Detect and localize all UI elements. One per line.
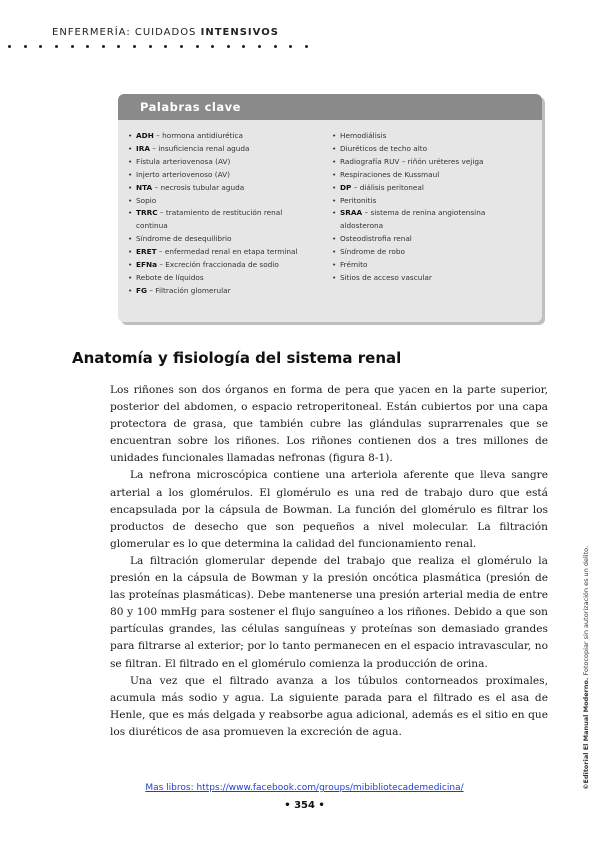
keyword-term: DP [340,182,352,192]
keyword-item [332,156,536,169]
running-head-strong: INTENSIVOS [200,27,279,38]
keyword-description: – insuficiencia renal aguda [149,143,250,153]
keyword-item [128,272,328,285]
keyword-description: – sistema de renina angiotensina [362,208,486,218]
keyword-item [128,130,328,143]
keyword-item [128,169,328,182]
keyword-description: Peritonitis [340,195,377,205]
paragraph-3: La filtración glomerular depende del trabajo que realiza el glomérulo la presión en la cápsula de Bowman y la presión oncótica plasmática (presión de las proteínas plasmáticas). Debe mantenerse una presión arterial media de entre 80 y 100 mmHg para sostener el flujo sanguíneo a los riñones. Debido a que son partículas grandes, las células sanguíneas y proteínas son demasiado grandes para filtrarse al exterior; por lo tanto permanecen en el espacio intravascular, no se filtran. El filtrado en el glomérulo comienza la producción de orina. [110,554,548,670]
keyword-item [128,259,328,272]
keyword-description: – hormona antidiurética [153,131,244,140]
keyword-description: Sopio [136,195,157,205]
keyword-item [128,182,328,195]
keyword-term: ADH [136,131,154,140]
keyword-description: Diuréticos de techo alto [340,143,428,153]
keyword-item [128,207,328,220]
keywords-right-column [332,130,536,285]
keyword-item [128,220,328,233]
keyword-item [332,272,536,285]
keywords-box [118,94,542,322]
paragraph-2: La nefrona microscópica contiene una arteriola aferente que lleva sangre arterial a los glomérulos. El glomérulo es una red de trabajo duro que está encapsulada por la cápsula de Bowman. La función del glomérulo es filtrar los productos de desecho que son pequeños a nivel molecular. La filtración glomerular es lo que determina la calidad del funcionamiento renal. [110,469,548,550]
keyword-item [332,130,536,143]
keyword-item [128,143,328,156]
body-text [110,382,548,741]
keyword-description: Sitios de acceso vascular [340,272,432,282]
keyword-description: Respiraciones de Kussmaul [340,169,440,179]
keyword-description: Injerto arteriovenoso (AV) [136,169,230,179]
keyword-description: – Filtración glomerular [146,285,231,295]
paragraph-1: Los riñones son dos órganos en forma de pera que yacen en la parte superior, posterior del abdomen, o espacio retroperitoneal. Están cubiertos por una capa protectora de grasa, que también cubre las glándulas suprarrenales que se encuentran sobre los riñones. Los riñones contienen dos a tres millones de unidades funcionales llamadas nefronas (figura 8-1). [110,384,548,465]
running-head-prefix: ENFERMERÍA: CUIDADOS [52,27,197,38]
keyword-description: – enfermedad renal en etapa terminal [156,247,298,257]
keyword-description: aldosterona [340,221,384,231]
keyword-term: SRAA [340,208,363,218]
keyword-description: Fístula arteriovenosa (AV) [136,156,231,166]
keyword-description: Radiografía RUV – riñón uréteres vejiga [340,156,484,166]
keyword-item [332,169,536,182]
copyright-publisher: ©Editorial El Manual Moderno. [582,677,590,790]
keyword-term: ERET [136,247,157,257]
keyword-description: Osteodistrofia renal [340,234,412,244]
keywords-left-column [128,130,328,298]
keyword-term: FG [136,285,147,295]
keyword-item [332,195,536,208]
keyword-item [332,246,536,259]
page-number-value: 354 [294,800,315,811]
copyright-side-note [582,546,590,790]
keyword-term: NTA [136,182,153,192]
keyword-term: EFNa [136,260,157,270]
keyword-item [332,143,536,156]
section-title: Anatomía y fisiología del sistema renal [72,349,402,367]
keyword-item [332,233,536,246]
keyword-item [332,259,536,272]
page-number: • 354 • [284,800,325,811]
keyword-description: – necrosis tubular aguda [152,182,245,192]
keyword-item [128,156,328,169]
keyword-description: – diálisis peritoneal [351,182,424,192]
keyword-term: TRRC [136,208,158,218]
footer-link[interactable]: Mas libros: https://www.facebook.com/groups/mibibliotecademedicina/ [145,783,464,793]
keywords-title: Palabras clave [118,94,542,120]
keyword-item [128,246,328,259]
keyword-description: – tratamiento de restitución renal [157,208,283,218]
keyword-description: Hemodiálisis [340,131,387,140]
copyright-notice: Fotocopiar sin autorización es un delito. [582,545,590,678]
keyword-term: IRA [136,143,150,153]
keyword-item [332,220,536,233]
keyword-description: – Excreción fraccionada de sodio [157,260,279,270]
paragraph-4: Una vez que el filtrado avanza a los túbulos contorneados proximales, acumula más sodio y agua. La siguiente parada para el filtrado es el asa de Henle, que es más delgada y reabsorbe agua adicional, además es el sitio en que los diuréticos de asa promueven la excreción de agua. [110,674,548,738]
keyword-item [128,233,328,246]
keyword-description: Rebote de líquidos [136,272,204,282]
keyword-item [332,207,536,220]
decorative-dot-row [8,45,308,48]
keyword-description: Síndrome de robo [340,247,405,257]
keyword-item [128,285,328,298]
keyword-description: Frémito [340,260,368,270]
running-head [52,27,279,38]
keyword-item [332,182,536,195]
keyword-item [128,195,328,208]
keyword-description: continua [136,221,168,231]
keyword-description: Síndrome de desequilibrio [136,234,232,244]
